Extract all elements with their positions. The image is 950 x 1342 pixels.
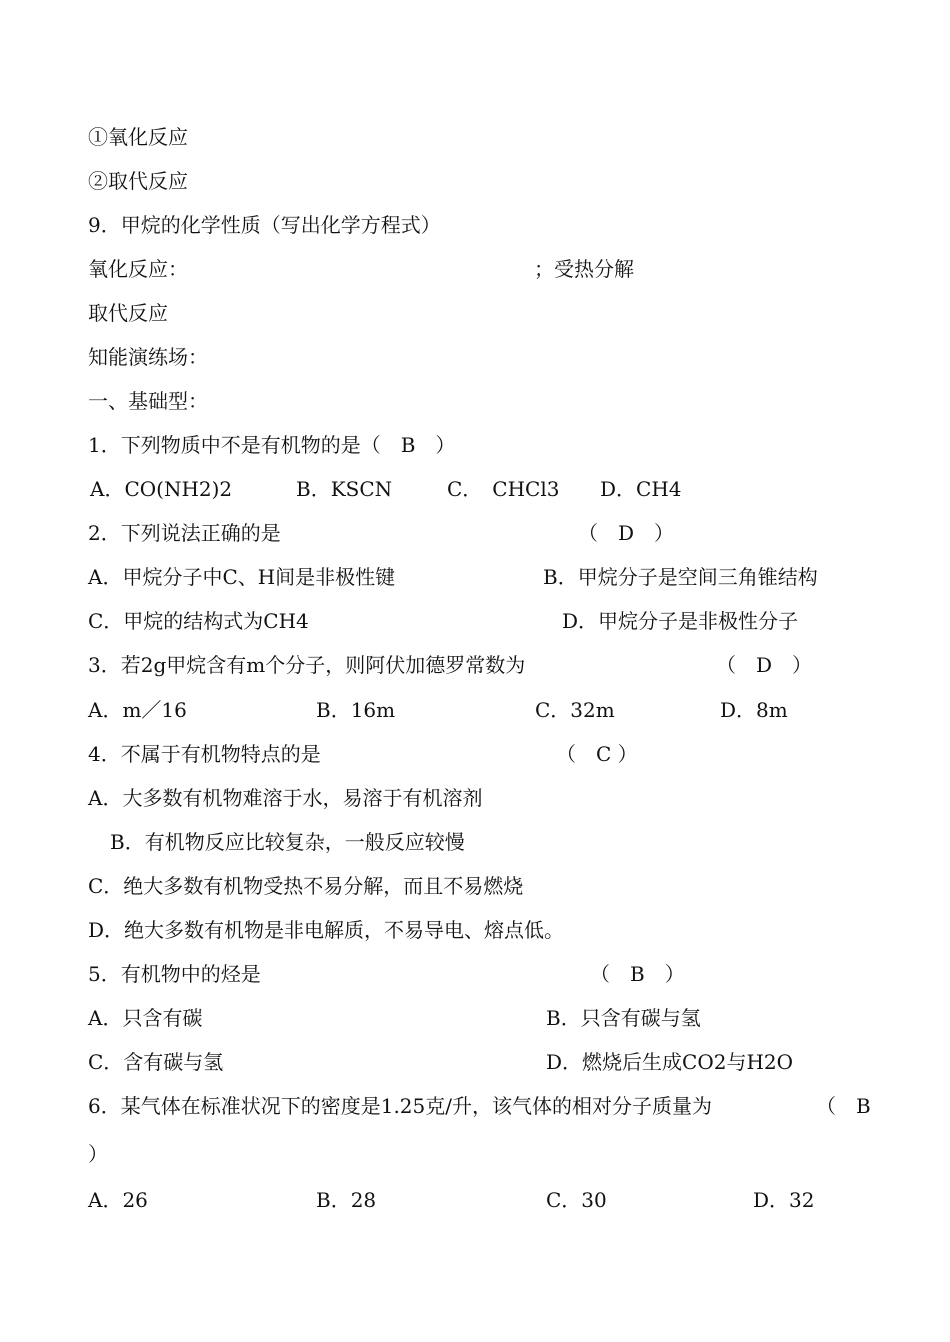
- question-text: 3．若2g甲烷含有m个分子，则阿伏加德罗常数为: [88, 653, 526, 677]
- question-text: 2．下列说法正确的是: [88, 521, 281, 545]
- answer-key-close: ）: [88, 1142, 108, 1166]
- text-line: ；受热分解: [534, 257, 634, 281]
- answer-option: A．CO(NH2)2: [90, 477, 233, 501]
- question-text: 4．不属于有机物特点的是: [88, 742, 321, 766]
- text-line: ①氧化反应: [88, 125, 188, 149]
- question-text: 5．有机物中的烃是: [88, 962, 261, 986]
- section-heading: 一、基础型：: [88, 389, 208, 413]
- answer-option: C．32m: [535, 698, 615, 722]
- answer-option: D．绝大多数有机物是非电解质，不易导电、熔点低。: [88, 918, 565, 942]
- answer-option: D．燃烧后生成CO2与H2O: [546, 1050, 794, 1074]
- answer-key: （ C ）: [556, 742, 638, 766]
- question-heading: 9．甲烷的化学性质（写出化学方程式）: [88, 213, 441, 237]
- text-line: 取代反应: [88, 301, 168, 325]
- answer-option: D．32: [753, 1188, 815, 1212]
- answer-option: B．有机物反应比较复杂，一般反应较慢: [110, 830, 465, 854]
- answer-key: （ B ）: [590, 962, 685, 986]
- answer-option: D．甲烷分子是非极性分子: [562, 609, 799, 633]
- answer-option: C．含有碳与氢: [88, 1050, 224, 1074]
- question-text: 6．某气体在标准状况下的密度是1.25克/升，该气体的相对分子质量为: [88, 1094, 712, 1118]
- answer-option: A．m／16: [88, 698, 187, 722]
- answer-option: B．KSCN: [296, 477, 393, 501]
- answer-option: B．28: [316, 1188, 377, 1212]
- answer-key: （ B: [816, 1094, 871, 1118]
- answer-option: B．甲烷分子是空间三角锥结构: [543, 565, 818, 589]
- answer-option: A．26: [88, 1188, 148, 1212]
- answer-option: C．绝大多数有机物受热不易分解，而且不易燃烧: [88, 874, 524, 898]
- answer-option: B．16m: [316, 698, 396, 722]
- text-line: 氧化反应：: [88, 257, 188, 281]
- text-line: ②取代反应: [88, 169, 188, 193]
- answer-option: B．只含有碳与氢: [546, 1006, 701, 1030]
- answer-option: D．8m: [720, 698, 788, 722]
- answer-option: C．30: [546, 1188, 607, 1212]
- answer-option: A．只含有碳: [88, 1006, 203, 1030]
- answer-option: D．CH4: [600, 477, 682, 501]
- answer-option: C．甲烷的结构式为CH4: [88, 609, 309, 633]
- answer-key: （ D ）: [716, 653, 813, 677]
- answer-option: C． CHCl3: [447, 477, 560, 501]
- answer-option: A．甲烷分子中C、H间是非极性键: [88, 565, 396, 589]
- section-heading: 知能演练场：: [88, 345, 208, 369]
- answer-key: （ D ）: [578, 521, 675, 545]
- question-text: 1．下列物质中不是有机物的是（ B ）: [88, 433, 456, 457]
- answer-option: A．大多数有机物难溶于水，易溶于有机溶剂: [88, 786, 483, 810]
